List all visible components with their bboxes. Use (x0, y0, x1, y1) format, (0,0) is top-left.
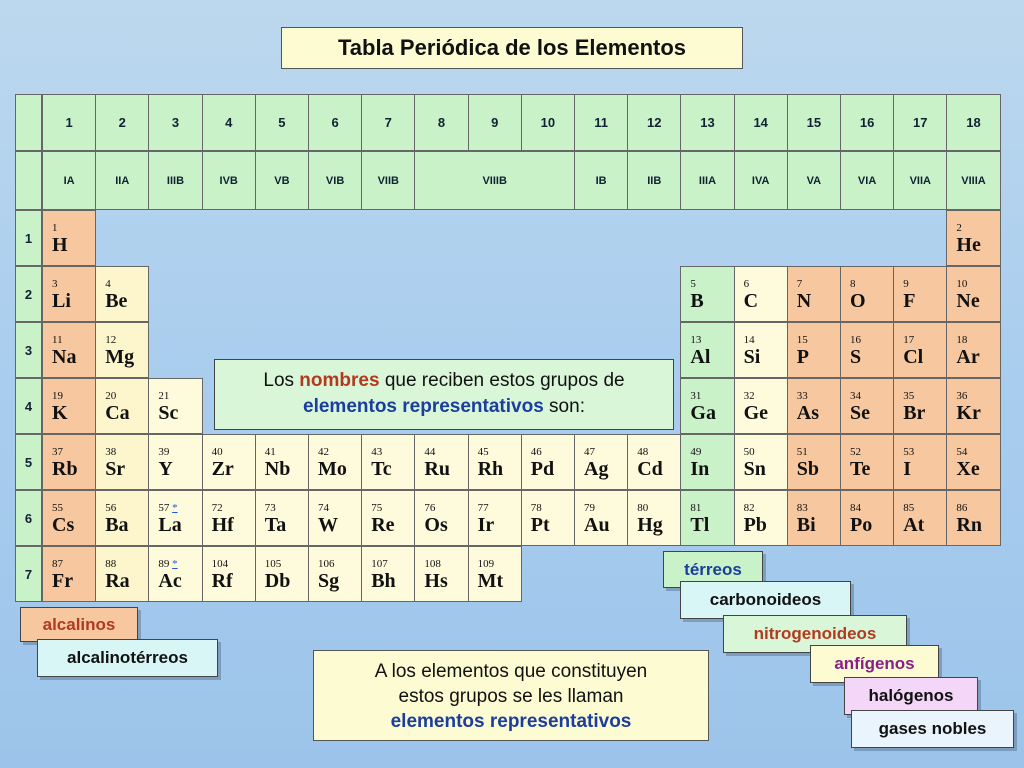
atomic-number: 81 (690, 502, 702, 514)
atomic-number: 84 (850, 502, 861, 514)
element-fr (42, 546, 96, 602)
element-tl (680, 490, 734, 546)
atomic-number: 11 (52, 334, 63, 346)
element-re (361, 490, 415, 546)
period-number-4: 4 (15, 378, 42, 434)
element-symbol: Ba (105, 514, 129, 536)
element-rb (42, 434, 96, 490)
element-sr (95, 434, 149, 490)
element-nb (255, 434, 309, 490)
element-symbol: S (850, 346, 862, 368)
element-symbol: Ta (264, 514, 287, 536)
atomic-number: 33 (796, 390, 808, 402)
element-symbol: Tc (371, 458, 392, 480)
element-symbol: C (743, 290, 759, 312)
element-symbol: Rn (956, 514, 982, 536)
atomic-number: 4 (105, 278, 111, 290)
group-label-viib: VIIB (361, 151, 415, 210)
element-pb (734, 490, 788, 546)
element-sg (308, 546, 362, 602)
element-symbol: Hg (637, 514, 663, 536)
atomic-number: 39 (158, 446, 170, 458)
info-highlight-nombres: nombres (299, 370, 380, 391)
header-corner (15, 94, 42, 151)
atomic-number: 107 (371, 558, 388, 570)
atomic-number: 87 (52, 558, 63, 570)
element-symbol: Ca (105, 402, 130, 424)
element-symbol: Mg (105, 346, 135, 368)
atomic-number: 55 (52, 502, 63, 514)
atomic-number: 49 (690, 446, 702, 458)
element-symbol: Db (264, 570, 291, 592)
atomic-number: 86 (956, 502, 968, 514)
element-symbol: Si (743, 346, 761, 368)
element-be (95, 266, 149, 322)
element-symbol: Rf (211, 570, 233, 592)
element-symbol: Al (690, 346, 711, 368)
atomic-number: 46 (530, 446, 542, 458)
element-symbol: Re (371, 514, 395, 536)
element-symbol: Sr (105, 458, 126, 480)
element-symbol: P (796, 346, 810, 368)
element-as (787, 378, 841, 434)
element-symbol: Tl (690, 514, 710, 536)
atomic-number: 10 (956, 278, 968, 290)
element-symbol: Xe (956, 458, 980, 480)
group-number-6: 6 (308, 94, 362, 151)
atomic-number: 19 (52, 390, 63, 402)
element-symbol: Mt (477, 570, 504, 592)
group-number-13: 13 (680, 94, 734, 151)
legend-halogenos: halógenos (844, 677, 978, 715)
element-symbol: Ne (956, 290, 980, 312)
legend-nitrogenoideos: nitrogenoideos (723, 615, 907, 653)
legend-alcalinos: alcalinos (20, 607, 138, 642)
info-line-highlight: elementos representativos (390, 711, 632, 732)
atomic-number: 12 (105, 334, 117, 346)
atomic-number: 74 (318, 502, 329, 514)
group-number-4: 4 (202, 94, 256, 151)
element-pt (521, 490, 575, 546)
element-c (734, 266, 788, 322)
element-symbol: Na (52, 346, 77, 368)
element-y (148, 434, 202, 490)
group-number-3: 3 (148, 94, 202, 151)
element-symbol: Zr (211, 458, 234, 480)
element-symbol: Cs (52, 514, 75, 536)
atomic-number: 15 (796, 334, 808, 346)
element-symbol: B (690, 290, 704, 312)
element-k (42, 378, 96, 434)
element-symbol: N (796, 290, 812, 312)
element-symbol: Be (105, 290, 128, 312)
element-symbol: Cl (903, 346, 924, 368)
atomic-number: 7 (796, 278, 803, 290)
element-symbol: Nb (264, 458, 291, 480)
element-cs (42, 490, 96, 546)
element-symbol: Po (850, 514, 873, 536)
element-symbol: Sn (743, 458, 766, 480)
atomic-number: 32 (743, 390, 755, 402)
element-sb (787, 434, 841, 490)
atomic-number: 9 (903, 278, 909, 290)
element-hs (414, 546, 468, 602)
element-si (734, 322, 788, 378)
element-po (840, 490, 894, 546)
atomic-number: 38 (105, 446, 117, 458)
series-link[interactable]: * (172, 502, 178, 514)
element-symbol: Ir (477, 514, 495, 536)
atomic-number: 72 (211, 502, 223, 514)
atomic-number: 80 (637, 502, 649, 514)
atomic-number: 78 (530, 502, 542, 514)
element-symbol: Ac (158, 570, 182, 592)
atomic-number: 13 (690, 334, 702, 346)
atomic-number: 20 (105, 390, 117, 402)
period-number-6: 6 (15, 490, 42, 546)
element-tc (361, 434, 415, 490)
group-number-14: 14 (734, 94, 788, 151)
group-label-vb: VB (255, 151, 309, 210)
element-sn (734, 434, 788, 490)
element-symbol: Y (158, 458, 173, 480)
atomic-number: 2 (956, 222, 962, 234)
element-symbol: Kr (956, 402, 981, 424)
group-label-viiib: VIIIB (414, 151, 575, 210)
element-symbol: Pb (743, 514, 767, 536)
element-symbol: Hs (424, 570, 448, 592)
info-box-representative (313, 650, 709, 741)
info-text: que reciben estos grupos de (379, 370, 625, 391)
atomic-number: 36 (956, 390, 968, 402)
element-symbol: Br (903, 402, 926, 424)
element-sc (148, 378, 202, 434)
element-bh (361, 546, 415, 602)
atomic-number: 41 (264, 446, 276, 458)
atomic-number: 50 (743, 446, 755, 458)
element-ge (734, 378, 788, 434)
element-symbol: Cd (637, 458, 663, 480)
element-rn (946, 490, 1000, 546)
atomic-number: 43 (371, 446, 383, 458)
period-number-3: 3 (15, 322, 42, 378)
atomic-number: 57 * (158, 502, 178, 514)
atomic-number: 77 (477, 502, 489, 514)
element-symbol: Ru (424, 458, 450, 480)
element-ne (946, 266, 1000, 322)
element-symbol: Rb (52, 458, 78, 480)
element-symbol: H (52, 234, 68, 256)
period-number-5: 5 (15, 434, 42, 490)
atomic-number: 106 (318, 558, 335, 570)
legend-gases-nobles: gases nobles (851, 710, 1014, 748)
atomic-number: 17 (903, 334, 915, 346)
element-ru (414, 434, 468, 490)
element-s (840, 322, 894, 378)
info-line: estos grupos se les llaman (398, 686, 624, 707)
element-i (893, 434, 947, 490)
element-te (840, 434, 894, 490)
page-title: Tabla Periódica de los Elementos (281, 27, 743, 69)
atomic-number: 108 (424, 558, 441, 570)
atomic-number: 18 (956, 334, 968, 346)
element-symbol: Te (850, 458, 871, 480)
atomic-number: 105 (264, 558, 282, 570)
group-number-2: 2 (95, 94, 149, 151)
element-rf (202, 546, 256, 602)
atomic-number: 40 (211, 446, 223, 458)
group-number-8: 8 (414, 94, 468, 151)
group-label-iib: IIB (627, 151, 681, 210)
element-ga (680, 378, 734, 434)
element-au (574, 490, 628, 546)
element-ir (468, 490, 522, 546)
element-db (255, 546, 309, 602)
group-number-16: 16 (840, 94, 894, 151)
element-h (42, 210, 96, 266)
atomic-number: 16 (850, 334, 861, 346)
element-b (680, 266, 734, 322)
element-symbol: O (850, 290, 866, 312)
element-symbol: As (796, 402, 820, 424)
atomic-number: 56 (105, 502, 117, 514)
group-label-iia: IIA (95, 151, 149, 210)
atomic-number: 89 * (158, 558, 178, 570)
atomic-number: 85 (903, 502, 915, 514)
element-symbol: K (52, 402, 68, 424)
element-symbol: Sg (318, 570, 340, 592)
atomic-number: 75 (371, 502, 383, 514)
element-symbol: I (903, 458, 911, 480)
element-bi (787, 490, 841, 546)
element-symbol: Fr (52, 570, 74, 592)
group-number-10: 10 (521, 94, 575, 151)
atomic-number: 45 (477, 446, 489, 458)
atomic-number: 88 (105, 558, 117, 570)
atomic-number: 52 (850, 446, 861, 458)
group-number-17: 17 (893, 94, 947, 151)
element-symbol: Au (584, 514, 610, 536)
group-number-18: 18 (946, 94, 1000, 151)
element-f (893, 266, 947, 322)
legend-terreos: térreos (663, 551, 763, 588)
element-symbol: He (956, 234, 981, 256)
element-symbol: Ra (105, 570, 130, 592)
element-os (414, 490, 468, 546)
atomic-number: 6 (743, 278, 750, 290)
atomic-number: 104 (211, 558, 229, 570)
element-cl (893, 322, 947, 378)
atomic-number: 79 (584, 502, 595, 514)
element-xe (946, 434, 1000, 490)
info-highlight-representativos: elementos representativos (303, 396, 544, 417)
element-la (148, 490, 202, 546)
element-symbol: Bh (371, 570, 396, 592)
atomic-number: 82 (743, 502, 755, 514)
group-number-11: 11 (574, 94, 628, 151)
element-symbol: At (903, 514, 925, 536)
element-n (787, 266, 841, 322)
group-number-7: 7 (361, 94, 415, 151)
atomic-number: 109 (477, 558, 495, 570)
element-al (680, 322, 734, 378)
element-symbol: Se (850, 402, 870, 424)
element-hf (202, 490, 256, 546)
legend-anfigenos: anfígenos (810, 645, 939, 683)
legend-carbonoideos: carbonoideos (680, 581, 851, 619)
group-number-9: 9 (468, 94, 522, 151)
element-li (42, 266, 96, 322)
group-label-ib: IB (574, 151, 628, 210)
element-symbol: F (903, 290, 916, 312)
atomic-number: 21 (158, 390, 170, 402)
element-symbol: Rh (477, 458, 504, 480)
element-symbol: Ge (743, 402, 769, 424)
atomic-number: 34 (850, 390, 861, 402)
element-hg (627, 490, 681, 546)
atomic-number: 35 (903, 390, 915, 402)
atomic-number: 83 (796, 502, 808, 514)
element-p (787, 322, 841, 378)
atomic-number: 76 (424, 502, 436, 514)
element-symbol: Pt (530, 514, 550, 536)
element-ar (946, 322, 1000, 378)
element-symbol: Ga (690, 402, 716, 424)
element-br (893, 378, 947, 434)
element-symbol: Sc (158, 402, 179, 424)
period-number-7: 7 (15, 546, 42, 602)
atomic-number: 31 (690, 390, 702, 402)
element-na (42, 322, 96, 378)
element-ag (574, 434, 628, 490)
element-symbol: Ar (956, 346, 980, 368)
element-symbol: Sb (796, 458, 820, 480)
element-o (840, 266, 894, 322)
element-symbol: Os (424, 514, 448, 536)
element-symbol: Hf (211, 514, 234, 536)
atomic-number: 44 (424, 446, 436, 458)
atomic-number: 1 (52, 222, 58, 234)
atomic-number: 53 (903, 446, 915, 458)
group-label-iva: IVA (734, 151, 788, 210)
element-symbol: W (318, 514, 338, 536)
period-number-1: 1 (15, 210, 42, 266)
element-mo (308, 434, 362, 490)
group-number-15: 15 (787, 94, 841, 151)
element-kr (946, 378, 1000, 434)
element-at (893, 490, 947, 546)
element-ra (95, 546, 149, 602)
atomic-number: 51 (796, 446, 808, 458)
element-ac (148, 546, 202, 602)
group-number-5: 5 (255, 94, 309, 151)
element-he (946, 210, 1000, 266)
element-symbol: Mo (318, 458, 347, 480)
element-ta (255, 490, 309, 546)
atomic-number: 54 (956, 446, 968, 458)
element-rh (468, 434, 522, 490)
element-ca (95, 378, 149, 434)
element-symbol: Li (52, 290, 71, 312)
group-label-vib: VIB (308, 151, 362, 210)
atomic-number: 3 (52, 278, 58, 290)
element-symbol: Pd (530, 458, 555, 480)
group-label-viiia: VIIIA (946, 151, 1000, 210)
group-label-viia: VIIA (893, 151, 947, 210)
info-text: Los (263, 370, 300, 391)
info-line: A los elementos que constituyen (374, 661, 648, 682)
group-label-ia: IA (42, 151, 96, 210)
element-se (840, 378, 894, 434)
group-number-12: 12 (627, 94, 681, 151)
atomic-number: 14 (743, 334, 755, 346)
element-mg (95, 322, 149, 378)
legend-alcalinoterreos: alcalinotérreos (37, 639, 218, 677)
atomic-number: 73 (264, 502, 276, 514)
group-label-ivb: IVB (202, 151, 256, 210)
element-w (308, 490, 362, 546)
element-ba (95, 490, 149, 546)
info-text: son: (543, 396, 585, 417)
element-symbol: Bi (796, 514, 816, 536)
element-zr (202, 434, 256, 490)
group-label-va: VA (787, 151, 841, 210)
element-symbol: La (158, 514, 182, 536)
group-label-iiib: IIIB (148, 151, 202, 210)
atomic-number: 8 (850, 278, 856, 290)
element-symbol: In (690, 458, 710, 480)
element-cd (627, 434, 681, 490)
atomic-number: 5 (690, 278, 696, 290)
atomic-number: 42 (318, 446, 329, 458)
group-label-via: VIA (840, 151, 894, 210)
atomic-number: 48 (637, 446, 649, 458)
info-box-group-names (214, 359, 674, 430)
atomic-number: 37 (52, 446, 63, 458)
series-link[interactable]: * (172, 558, 178, 570)
element-pd (521, 434, 575, 490)
group-number-1: 1 (42, 94, 96, 151)
element-mt (468, 546, 522, 602)
header-corner (15, 151, 42, 210)
group-label-iiia: IIIA (680, 151, 734, 210)
period-number-2: 2 (15, 266, 42, 322)
element-in (680, 434, 734, 490)
element-symbol: Ag (584, 458, 609, 480)
atomic-number: 47 (584, 446, 595, 458)
